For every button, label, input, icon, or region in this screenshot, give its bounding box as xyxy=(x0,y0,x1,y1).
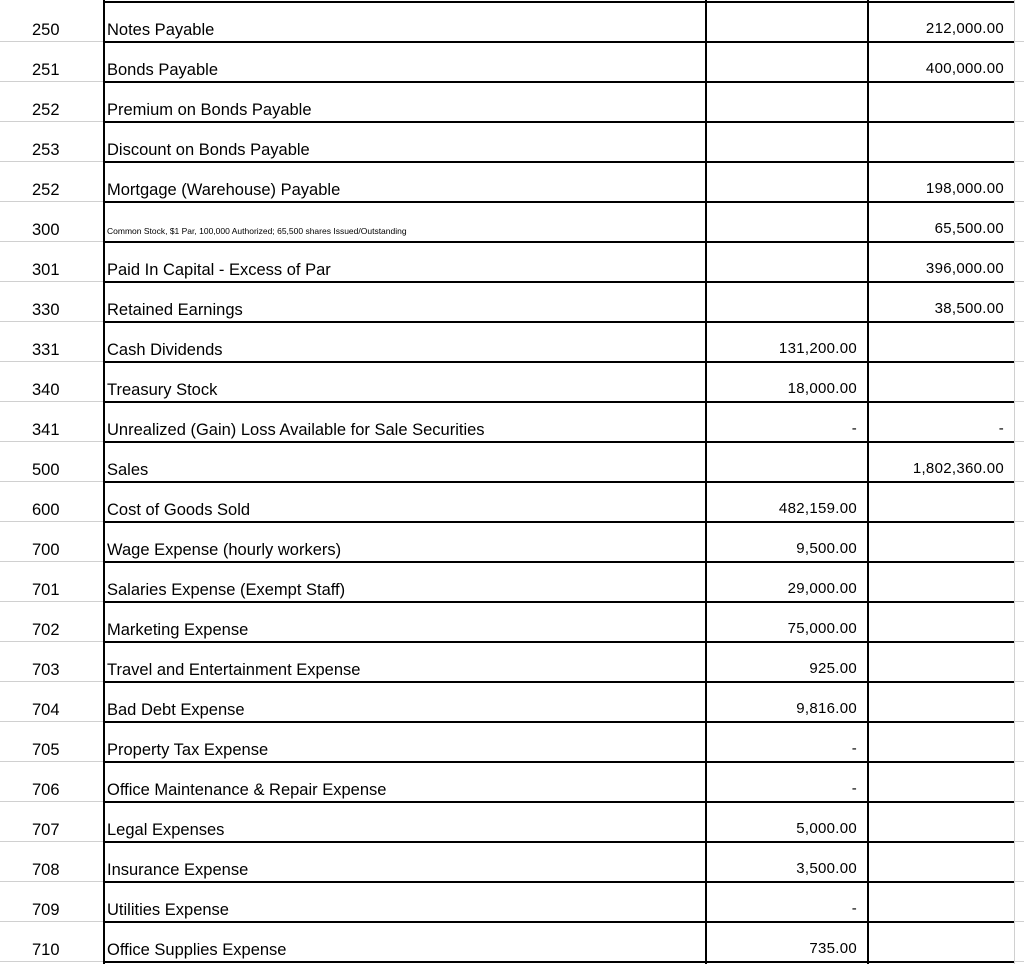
table-row xyxy=(0,561,1024,601)
account-name-text: Paid In Capital - Excess of Par xyxy=(107,261,331,279)
table-row xyxy=(0,1,1024,41)
account-number-cell[interactable] xyxy=(0,841,103,881)
account-name-cell[interactable] xyxy=(103,481,705,521)
account-number-cell[interactable] xyxy=(0,561,103,601)
account-number-text: 300 xyxy=(32,221,60,239)
table-row xyxy=(0,441,1024,481)
account-number-text: 710 xyxy=(32,941,60,959)
credit-cell[interactable] xyxy=(867,721,1014,761)
account-name-text: Office Maintenance & Repair Expense xyxy=(107,781,387,799)
debit-cell[interactable] xyxy=(705,241,867,281)
credit-cell[interactable] xyxy=(867,561,1014,601)
account-number-cell[interactable] xyxy=(0,521,103,561)
account-name-cell[interactable] xyxy=(103,441,705,481)
debit-cell[interactable] xyxy=(705,601,867,641)
table-row xyxy=(0,241,1024,281)
debit-cell[interactable] xyxy=(705,681,867,721)
account-number-cell[interactable] xyxy=(0,641,103,681)
table-row xyxy=(0,521,1024,561)
debit-text: 3,500.00 xyxy=(796,860,857,877)
credit-cell[interactable] xyxy=(867,121,1014,161)
account-number-cell[interactable] xyxy=(0,441,103,481)
debit-cell[interactable] xyxy=(705,721,867,761)
account-number-cell[interactable] xyxy=(0,81,103,121)
account-number-cell[interactable] xyxy=(0,361,103,401)
table-row xyxy=(0,601,1024,641)
debit-cell[interactable] xyxy=(705,401,867,441)
account-name-text: Travel and Entertainment Expense xyxy=(107,661,361,679)
account-name-cell[interactable] xyxy=(103,361,705,401)
table-row xyxy=(0,161,1024,201)
account-name-text: Insurance Expense xyxy=(107,861,249,879)
table-row xyxy=(0,921,1024,961)
account-number-text: 331 xyxy=(32,341,60,359)
account-number-cell[interactable] xyxy=(0,241,103,281)
debit-cell[interactable] xyxy=(705,41,867,81)
credit-text: 1,802,360.00 xyxy=(912,460,1004,477)
account-name-text: Unrealized (Gain) Loss Available for Sale Securities xyxy=(107,421,485,439)
credit-text: 212,000.00 xyxy=(925,20,1004,37)
table-row xyxy=(0,321,1024,361)
credit-cell[interactable] xyxy=(867,81,1014,121)
table-row xyxy=(0,81,1024,121)
credit-cell[interactable] xyxy=(867,801,1014,841)
account-number-cell[interactable] xyxy=(0,881,103,921)
debit-cell[interactable] xyxy=(705,761,867,801)
account-number-cell[interactable] xyxy=(0,1,103,41)
account-number-cell[interactable] xyxy=(0,201,103,241)
account-name-text: Treasury Stock xyxy=(107,381,218,399)
credit-cell[interactable] xyxy=(867,1,1014,41)
account-name-text: Notes Payable xyxy=(107,21,215,39)
credit-cell[interactable] xyxy=(867,281,1014,321)
account-name-text: Wage Expense (hourly workers) xyxy=(107,541,342,559)
table-row xyxy=(0,481,1024,521)
credit-text: - xyxy=(998,420,1004,437)
account-name-cell[interactable] xyxy=(103,921,705,961)
account-number-cell[interactable] xyxy=(0,601,103,641)
credit-cell[interactable] xyxy=(867,921,1014,961)
account-name-cell[interactable] xyxy=(103,721,705,761)
account-number-text: 701 xyxy=(32,581,60,599)
account-number-text: 600 xyxy=(32,501,60,519)
account-number-text: 330 xyxy=(32,301,60,319)
credit-cell[interactable] xyxy=(867,401,1014,441)
debit-cell[interactable] xyxy=(705,281,867,321)
account-name-cell[interactable] xyxy=(103,281,705,321)
account-number-text: 340 xyxy=(32,381,60,399)
account-number-cell[interactable] xyxy=(0,681,103,721)
debit-cell[interactable] xyxy=(705,361,867,401)
credit-cell[interactable] xyxy=(867,841,1014,881)
account-name-cell[interactable] xyxy=(103,121,705,161)
debit-cell[interactable] xyxy=(705,121,867,161)
debit-text: - xyxy=(851,780,857,797)
account-name-text: Discount on Bonds Payable xyxy=(107,141,310,159)
account-number-text: 704 xyxy=(32,701,60,719)
credit-text: 65,500.00 xyxy=(934,220,1004,237)
table-row xyxy=(0,281,1024,321)
debit-cell[interactable] xyxy=(705,81,867,121)
account-name-text: Cash Dividends xyxy=(107,341,223,359)
table-row xyxy=(0,121,1024,161)
account-name-cell[interactable] xyxy=(103,1,705,41)
account-name-text: Bad Debt Expense xyxy=(107,701,245,719)
account-name-cell[interactable] xyxy=(103,241,705,281)
table-row xyxy=(0,681,1024,721)
account-number-text: 251 xyxy=(32,61,60,79)
account-name-cell[interactable] xyxy=(103,41,705,81)
account-number-text: 708 xyxy=(32,861,60,879)
account-name-text: Legal Expenses xyxy=(107,821,225,839)
debit-text: 9,816.00 xyxy=(796,700,857,717)
account-name-text: Marketing Expense xyxy=(107,621,249,639)
credit-text: 396,000.00 xyxy=(925,260,1004,277)
debit-text: 482,159.00 xyxy=(778,500,857,517)
account-name-text: Common Stock, $1 Par, 100,000 Authorized; 65,500 shares Issued/Outstanding xyxy=(107,226,407,236)
credit-cell[interactable] xyxy=(867,41,1014,81)
account-number-text: 700 xyxy=(32,541,60,559)
debit-text: 18,000.00 xyxy=(787,380,857,397)
account-name-cell[interactable] xyxy=(103,681,705,721)
credit-cell[interactable] xyxy=(867,761,1014,801)
credit-cell[interactable] xyxy=(867,241,1014,281)
account-number-cell[interactable] xyxy=(0,921,103,961)
account-name-text: Utilities Expense xyxy=(107,901,229,919)
credit-cell[interactable] xyxy=(867,641,1014,681)
account-number-cell[interactable] xyxy=(0,121,103,161)
account-number-cell[interactable] xyxy=(0,321,103,361)
account-name-text: Retained Earnings xyxy=(107,301,243,319)
account-number-cell[interactable] xyxy=(0,401,103,441)
debit-text: 131,200.00 xyxy=(778,340,857,357)
debit-text: - xyxy=(851,740,857,757)
account-name-cell[interactable] xyxy=(103,401,705,441)
account-number-cell[interactable] xyxy=(0,721,103,761)
table-row xyxy=(0,641,1024,681)
credit-cell[interactable] xyxy=(867,601,1014,641)
debit-cell[interactable] xyxy=(705,321,867,361)
credit-text: 400,000.00 xyxy=(925,60,1004,77)
account-name-text: Bonds Payable xyxy=(107,61,218,79)
table-row xyxy=(0,361,1024,401)
debit-text: - xyxy=(851,900,857,917)
account-number-text: 252 xyxy=(32,101,60,119)
table-row xyxy=(0,801,1024,841)
account-name-cell[interactable] xyxy=(103,321,705,361)
account-number-text: 705 xyxy=(32,741,60,759)
debit-cell[interactable] xyxy=(705,841,867,881)
account-name-text: Property Tax Expense xyxy=(107,741,269,759)
account-name-text: Premium on Bonds Payable xyxy=(107,101,312,119)
account-name-text: Cost of Goods Sold xyxy=(107,501,251,519)
debit-cell[interactable] xyxy=(705,561,867,601)
debit-text: 5,000.00 xyxy=(796,820,857,837)
row-divider xyxy=(103,961,1014,963)
debit-cell[interactable] xyxy=(705,201,867,241)
debit-text: 925.00 xyxy=(809,660,857,677)
account-number-text: 709 xyxy=(32,901,60,919)
account-number-cell[interactable] xyxy=(0,481,103,521)
credit-cell[interactable] xyxy=(867,201,1014,241)
credit-cell[interactable] xyxy=(867,321,1014,361)
account-number-text: 702 xyxy=(32,621,60,639)
account-name-cell[interactable] xyxy=(103,761,705,801)
debit-text: 735.00 xyxy=(809,940,857,957)
account-number-text: 252 xyxy=(32,181,60,199)
account-name-text: Salaries Expense (Exempt Staff) xyxy=(107,581,346,599)
account-number-cell[interactable] xyxy=(0,161,103,201)
debit-cell[interactable] xyxy=(705,881,867,921)
debit-cell[interactable] xyxy=(705,921,867,961)
account-name-cell[interactable] xyxy=(103,641,705,681)
account-number-text: 250 xyxy=(32,21,60,39)
account-name-cell[interactable] xyxy=(103,881,705,921)
table-row xyxy=(0,761,1024,801)
account-name-text: Sales xyxy=(107,461,149,479)
table-row xyxy=(0,721,1024,761)
account-name-text: Office Supplies Expense xyxy=(107,941,287,959)
account-number-text: 707 xyxy=(32,821,60,839)
account-number-cell[interactable] xyxy=(0,801,103,841)
debit-text: 9,500.00 xyxy=(796,540,857,557)
account-name-cell[interactable] xyxy=(103,521,705,561)
account-number-text: 253 xyxy=(32,141,60,159)
table-row xyxy=(0,201,1024,241)
account-name-cell[interactable] xyxy=(103,601,705,641)
credit-cell[interactable] xyxy=(867,881,1014,921)
debit-cell[interactable] xyxy=(705,481,867,521)
credit-cell[interactable] xyxy=(867,441,1014,481)
table-row xyxy=(0,41,1024,81)
debit-cell[interactable] xyxy=(705,161,867,201)
table-row xyxy=(0,881,1024,921)
account-name-text: Mortgage (Warehouse) Payable xyxy=(107,181,341,199)
debit-cell[interactable] xyxy=(705,521,867,561)
table-row xyxy=(0,401,1024,441)
credit-cell[interactable] xyxy=(867,521,1014,561)
account-number-text: 341 xyxy=(32,421,60,439)
account-number-text: 301 xyxy=(32,261,60,279)
account-name-cell[interactable] xyxy=(103,81,705,121)
credit-cell[interactable] xyxy=(867,161,1014,201)
account-name-cell[interactable] xyxy=(103,161,705,201)
credit-cell[interactable] xyxy=(867,681,1014,721)
account-number-text: 703 xyxy=(32,661,60,679)
account-name-cell[interactable] xyxy=(103,841,705,881)
account-name-cell[interactable] xyxy=(103,561,705,601)
account-name-cell[interactable] xyxy=(103,201,705,241)
account-number-cell[interactable] xyxy=(0,281,103,321)
debit-cell[interactable] xyxy=(705,1,867,41)
debit-cell[interactable] xyxy=(705,801,867,841)
credit-text: 198,000.00 xyxy=(925,180,1004,197)
table-row xyxy=(0,841,1024,881)
debit-text: 75,000.00 xyxy=(787,620,857,637)
account-number-cell[interactable] xyxy=(0,761,103,801)
debit-cell[interactable] xyxy=(705,441,867,481)
debit-text: - xyxy=(851,420,857,437)
account-number-text: 500 xyxy=(32,461,60,479)
account-name-cell[interactable] xyxy=(103,801,705,841)
account-number-text: 706 xyxy=(32,781,60,799)
account-number-cell[interactable] xyxy=(0,41,103,81)
debit-cell[interactable] xyxy=(705,641,867,681)
debit-text: 29,000.00 xyxy=(787,580,857,597)
credit-cell[interactable] xyxy=(867,361,1014,401)
credit-text: 38,500.00 xyxy=(934,300,1004,317)
credit-cell[interactable] xyxy=(867,481,1014,521)
